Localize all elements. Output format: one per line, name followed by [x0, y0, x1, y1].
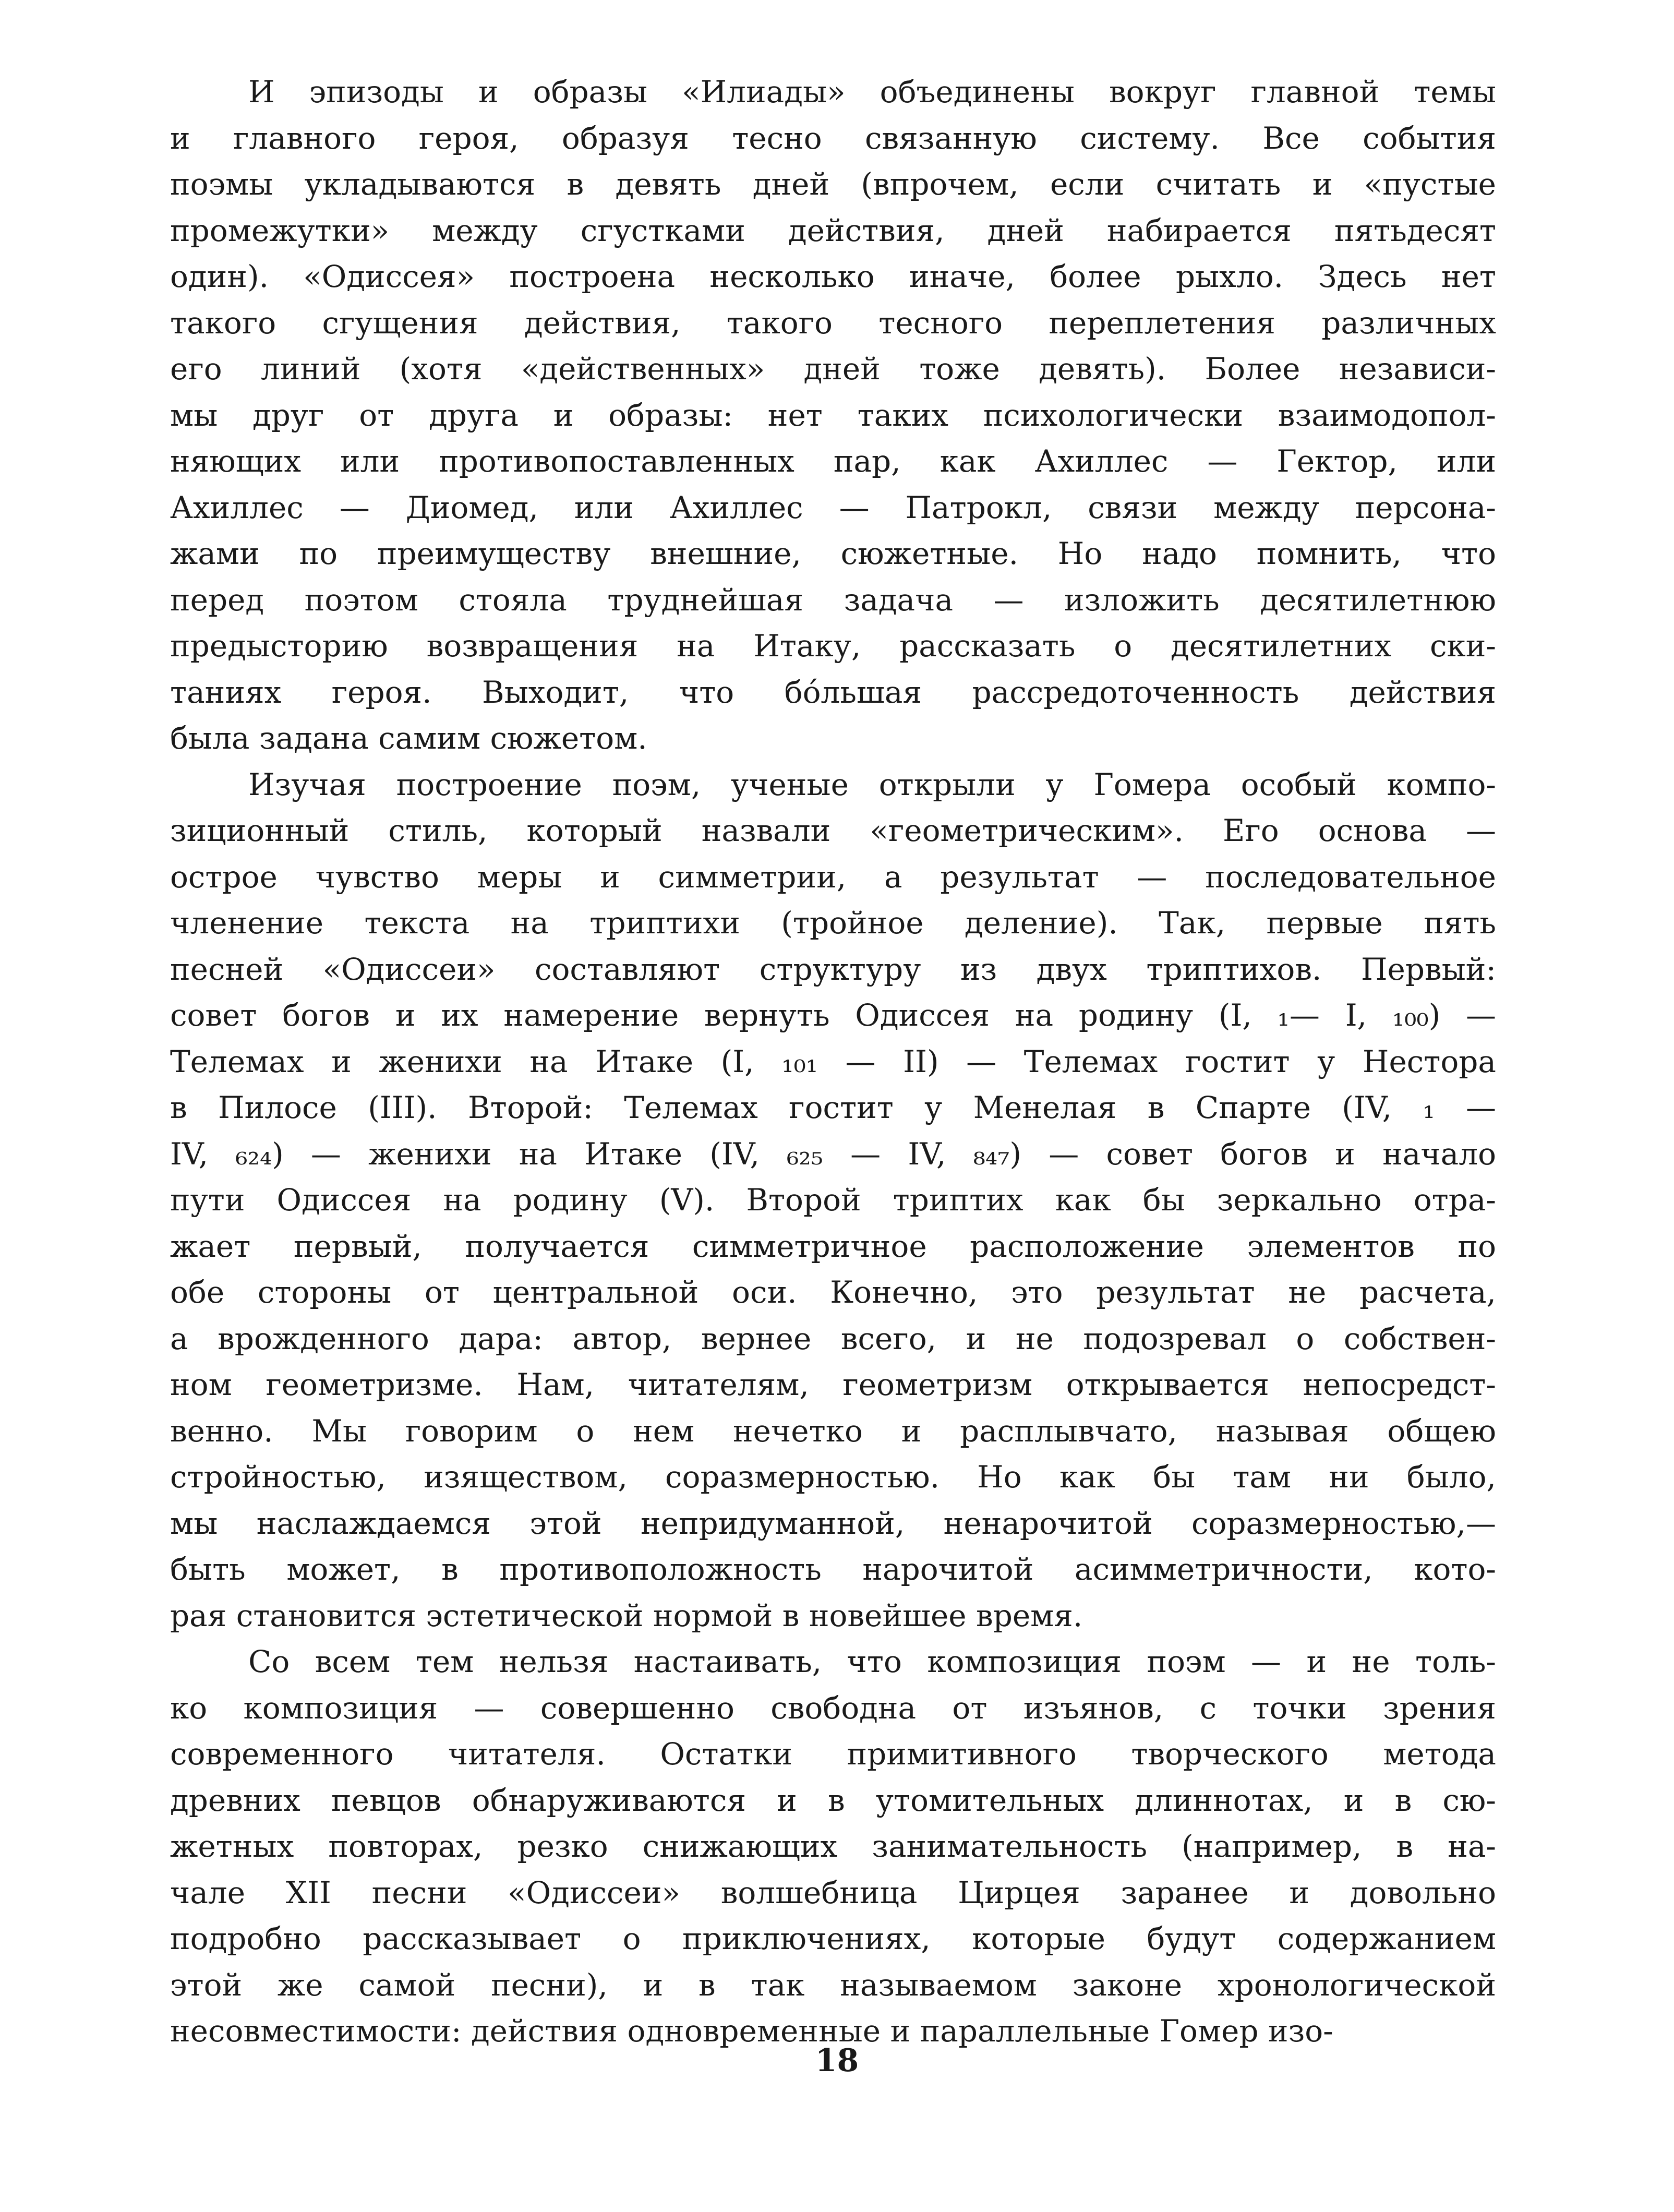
- text-line: IV, ₆₂₄) — женихи на Итаке (IV, ₆₂₅ — IV, ₈₄₇) — совет богов и начало: [170, 1136, 1496, 1172]
- body-text: [170, 69, 1496, 2054]
- text-line: жами по преимуществу внешние, сюжетные. Но надо помнить, что: [170, 536, 1496, 571]
- text-line: один). «Одиссея» построена несколько иначе, более рыхло. Здесь нет: [170, 259, 1496, 294]
- text-line: была задана самим сюжетом.: [170, 720, 647, 756]
- text-line: быть может, в противоположность нарочитой асимметричности, кото-: [170, 1552, 1496, 1587]
- text-line: и главного героя, образуя тесно связанную систему. Все события: [170, 120, 1496, 156]
- text-line: рая становится эстетической нормой в новейшее время.: [170, 1597, 1083, 1633]
- text-line: Ахиллес — Диомед, или Ахиллес — Патрокл, связи между персона-: [170, 489, 1496, 525]
- text-line: мы друг от друга и образы: нет таких психологически взаимодопол-: [170, 397, 1496, 433]
- text-line: перед поэтом стояла труднейшая задача — изложить десятилетнюю: [170, 582, 1496, 618]
- text-line: ном геометризме. Нам, читателям, геометризм открывается непосредст-: [170, 1367, 1496, 1402]
- text-line: в Пилосе (III). Второй: Телемах гостит у Менелая в Спарте (IV, ₁ —: [170, 1090, 1496, 1125]
- text-line: жетных повторах, резко снижающих занимательность (например, в на-: [170, 1829, 1496, 1864]
- text-line: жает первый, получается симметричное расположение элементов по: [170, 1228, 1496, 1264]
- text-line: несовместимости: действия одновременные и параллельные Гомер изо-: [170, 2013, 1333, 2049]
- text-line: обе стороны от центральной оси. Конечно, это результат не расчета,: [170, 1275, 1496, 1310]
- text-line: пути Одиссея на родину (V). Второй триптих как бы зеркально отра-: [170, 1182, 1496, 1218]
- text-line: ко композиция — совершенно свободна от изъянов, с точки зрения: [170, 1690, 1496, 1726]
- text-line: Со всем тем нельзя настаивать, что композиция поэм — и не толь-: [248, 1644, 1496, 1679]
- text-line: промежутки» между сгустками действия, дней набирается пятьдесят: [170, 212, 1496, 248]
- text-line: его линий (хотя «действенных» дней тоже девять). Более независи-: [170, 351, 1496, 387]
- text-line: совет богов и их намерение вернуть Одиссея на родину (I, ₁— I, ₁₀₀) —: [170, 997, 1496, 1033]
- text-line: острое чувство меры и симметрии, а результат — последовательное: [170, 859, 1496, 895]
- text-line: песней «Одиссеи» составляют структуру из двух триптихов. Первый:: [170, 951, 1496, 987]
- text-line: Изучая построение поэм, ученые открыли у Гомера особый компо-: [248, 766, 1496, 802]
- text-line: няющих или противопоставленных пар, как Ахиллес — Гектор, или: [170, 443, 1496, 479]
- text-line: этой же самой песни), и в так называемом законе хронологической: [170, 1967, 1496, 2003]
- text-line: подробно рассказывает о приключениях, которые будут содержанием: [170, 1921, 1496, 1956]
- text-line: Телемах и женихи на Итаке (I, ₁₀₁ — II) — Телемах гостит у Нестора: [170, 1043, 1496, 1079]
- paragraph: [170, 69, 1496, 762]
- text-line: венно. Мы говорим о нем нечетко и расплывчато, называя общею: [170, 1413, 1496, 1449]
- text-line: членение текста на триптихи (тройное деление). Так, первые пять: [170, 905, 1496, 941]
- paragraph: [170, 762, 1496, 1639]
- text-line: современного читателя. Остатки примитивного творческого метода: [170, 1736, 1496, 1772]
- text-line: а врожденного дара: автор, вернее всего, и не подозревал о собствен-: [170, 1320, 1496, 1356]
- text-line: зиционный стиль, который назвали «геометрическим». Его основа —: [170, 813, 1496, 848]
- text-line: поэмы укладываются в девять дней (впрочем, если считать и «пустые: [170, 166, 1496, 202]
- text-line: древних певцов обнаруживаются и в утомительных длиннотах, и в сю-: [170, 1782, 1496, 1818]
- text-line: И эпизоды и образы «Илиады» объединены вокруг главной темы: [248, 74, 1496, 110]
- text-line: мы наслаждаемся этой непридуманной, ненарочитой соразмерностью,—: [170, 1505, 1496, 1541]
- text-line: такого сгущения действия, такого тесного переплетения различных: [170, 305, 1496, 341]
- text-line: стройностью, изяществом, соразмерностью. Но как бы там ни было,: [170, 1459, 1496, 1495]
- text-line: таниях героя. Выходит, что бóльшая рассредоточенность действия: [170, 674, 1496, 710]
- paragraph: [170, 1639, 1496, 2054]
- text-line: предысторию возвращения на Итаку, рассказать о десятилетних ски-: [170, 628, 1496, 664]
- page-number: 18: [815, 2042, 859, 2079]
- text-line: чале XII песни «Одиссеи» волшебница Цирцея заранее и довольно: [170, 1874, 1496, 1910]
